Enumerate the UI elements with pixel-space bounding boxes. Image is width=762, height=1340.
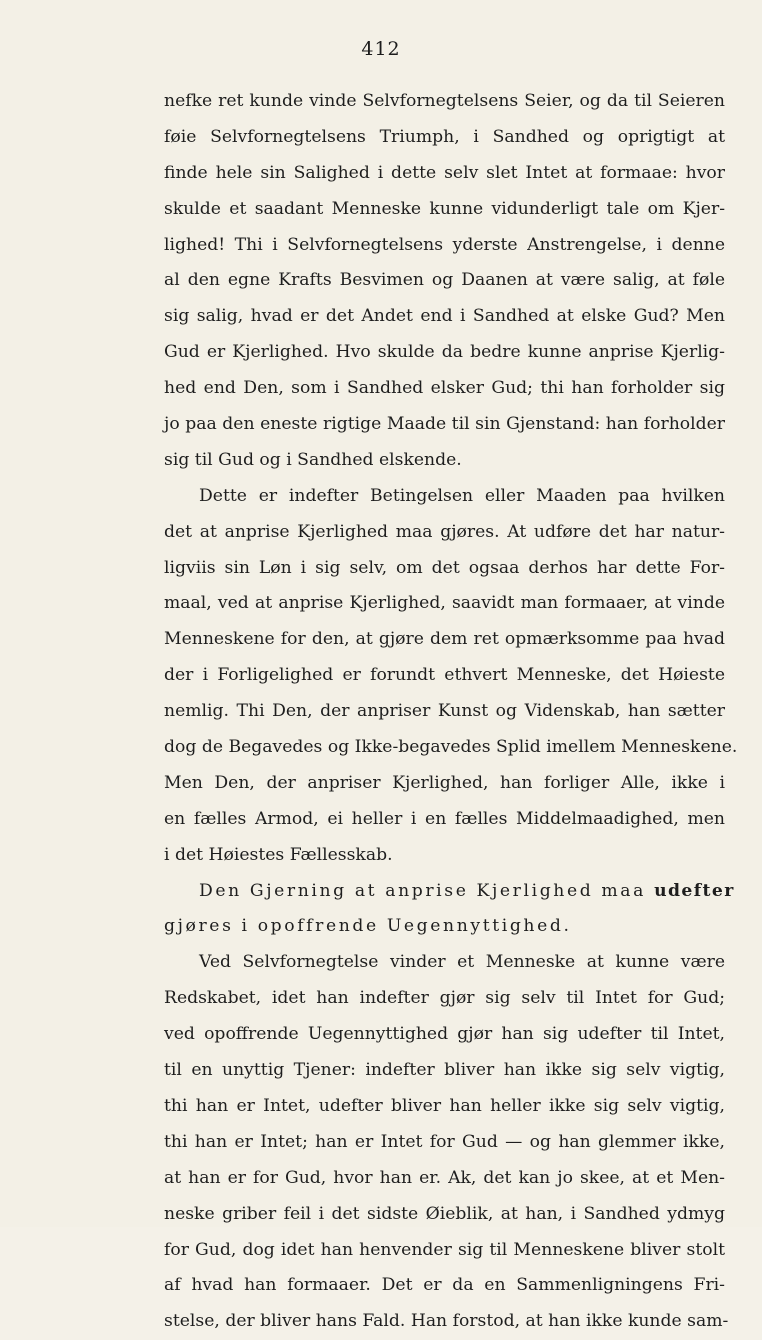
text-line: thi han er Intet; han er Intet for Gud — og han glemmer ikke, [164,1131,725,1152]
text-line: en fælles Armod, ei heller i en fælles Middelmaadighed, men [164,808,725,829]
text-line: neske griber feil i det sidste Øieblik, at han, i Sandhed ydmyg [164,1203,725,1224]
section-heading-line: gjøres i opoffrende Uegennyttighed. [164,916,572,937]
text-line: ligviis sin Løn i sig selv, om det ogsaa derhos har dette For- [164,557,725,578]
text-line: maal, ved at anprise Kjerlighed, saavidt man formaaer, at vinde [164,593,725,614]
text-line: Redskabet, idet han indefter gjør sig selv til Intet for Gud; [164,988,725,1009]
text-line: Men Den, der anpriser Kjerlighed, han forliger Alle, ikke i [164,772,725,793]
text-line: nemlig. Thi Den, der anpriser Kunst og Videnskab, han sætter [164,701,725,722]
text-line: det at anprise Kjerlighed maa gjøres. At udføre det har natur- [164,521,725,542]
text-line: Menneskene for den, at gjøre dem ret opmærksomme paa hvad [164,629,725,650]
emphasis-word: udefter [654,880,735,901]
text-line: skulde et saadant Menneske kunne vidunderligt tale om Kjer- [164,198,725,219]
text-line: for Gud, dog idet han henvender sig til Menneskene bliver stolt [164,1239,725,1260]
page-number: 412 [361,38,401,60]
section-heading-text: Den Gjerning at anprise Kjerlighed maa [199,880,646,901]
text-line: at han er for Gud, hvor han er. Ak, det kan jo skee, at et Men- [164,1167,725,1188]
text-line: stelse, der bliver hans Fald. Han forstod, at han ikke kunde sam- [164,1311,729,1332]
text-line: lighed! Thi i Selvfornegtelsens yderste Anstrengelse, i denne [164,234,725,255]
text-line: Gud er Kjerlighed. Hvo skulde da bedre kunne anprise Kjerlig- [164,342,725,363]
paragraph-start-line: Dette er indefter Betingelsen eller Maaden paa hvilken [199,485,725,506]
text-line: dog de Begavedes og Ikke-begavedes Splid imellem Menneskene. [164,737,738,758]
text-line: til en unyttig Tjener: indefter bliver han ikke sig selv vigtig, [164,1060,725,1081]
text-line: føie Selvfornegtelsens Triumph, i Sandhed og oprigtigt at [164,126,725,147]
text-line: der i Forligelighed er forundt ethvert Menneske, det Høieste [164,665,725,686]
text-line: ved opoffrende Uegennyttighed gjør han sig udefter til Intet, [164,1024,725,1045]
paragraph-start-line: Ved Selvfornegtelse vinder et Menneske at kunne være [199,952,725,973]
text-line: sig salig, hvad er det Andet end i Sandhed at elske Gud? Men [164,306,725,327]
text-line: al den egne Krafts Besvimen og Daanen at være salig, at føle [164,270,725,291]
text-line: af hvad han formaaer. Det er da en Sammenligningens Fri- [164,1275,725,1296]
text-line: hed end Den, som i Sandhed elsker Gud; thi han forholder sig [164,378,725,399]
paragraph-end-line: i det Høiestes Fællesskab. [164,844,393,865]
section-heading-line [164,874,735,910]
body-text [164,84,738,1340]
text-line: jo paa den eneste rigtige Maade til sin Gjenstand: han forholder [164,414,725,435]
text-line: finde hele sin Salighed i dette selv slet Intet at formaae: hvor [164,162,725,183]
text-line: thi han er Intet, udefter bliver han heller ikke sig selv vigtig, [164,1095,725,1116]
paragraph-end-line: sig til Gud og i Sandhed elskende. [164,449,462,470]
text-line: nefke ret kunde vinde Selvfornegtelsens Seier, og da til Seieren [164,91,725,111]
